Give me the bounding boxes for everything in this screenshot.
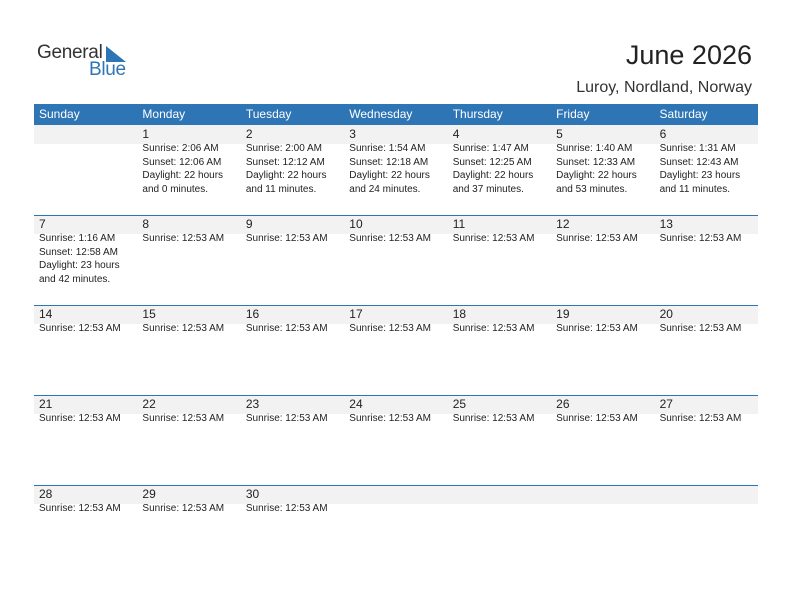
day-number: 11 [452,217,466,231]
day-info-line: Sunrise: 12:53 AM [452,233,535,244]
logo [37,42,137,82]
day-number: 26 [556,397,570,411]
day-number: 12 [556,217,570,231]
day-number: 4 [452,127,460,141]
day-info-line: Daylight: 22 hours [142,170,224,181]
day-number: 2 [245,127,253,141]
day-info-line: Daylight: 22 hours [556,170,637,181]
day-info-line: Sunrise: 12:53 AM [452,413,535,424]
day-cell [551,215,654,305]
day-info-line: Sunrise: 12:53 AM [659,323,742,334]
day-info-line: Sunrise: 1:40 AM [556,143,633,154]
day-info-line: Sunrise: 12:53 AM [142,413,225,424]
day-info [246,322,344,336]
day-info-line: and 53 minutes. [556,183,628,195]
day-info-line: Sunset: 12:18 AM [349,156,429,168]
day-info [142,322,240,336]
calendar-week [34,215,758,305]
calendar-week [34,125,758,215]
calendar [34,104,758,575]
day-number: 1 [142,127,150,141]
day-info [349,322,447,336]
weekday-monday: Monday [142,107,186,121]
day-number: 28 [39,487,53,501]
calendar-week [34,305,758,395]
day-info-line: and 11 minutes. [245,183,317,195]
calendar-week [34,485,758,575]
calendar-week [34,395,758,485]
weekday-wednesday: Wednesday [349,107,413,121]
day-info-line: Sunrise: 12:53 AM [556,413,638,424]
day-info-line: Sunrise: 12:53 AM [39,413,121,424]
day-cell [551,305,654,395]
day-info-line: Daylight: 23 hours [39,260,120,271]
day-info [39,322,137,336]
day-info [453,232,551,246]
day-info [453,142,551,196]
day-info-line: Sunrise: 12:53 AM [245,503,328,514]
day-number: 8 [142,217,150,231]
day-cell [344,305,447,395]
day-info-line: Daylight: 22 hours [452,170,534,181]
day-number: 19 [556,307,570,321]
day-cell [448,215,551,305]
day-info [556,232,654,246]
day-info-line: Daylight: 23 hours [659,170,741,181]
day-cell [344,215,447,305]
day-cell [137,305,240,395]
day-number: 9 [245,217,253,231]
day-cell [137,485,240,575]
day-info [349,232,447,246]
day-info-line: Sunrise: 1:16 AM [39,233,116,244]
day-info [453,322,551,336]
day-cell [137,395,240,485]
day-info [246,412,344,426]
day-info [39,412,137,426]
day-info [660,232,758,246]
day-info-line: Sunset: 12:58 AM [39,246,118,258]
day-info-line: Sunrise: 12:53 AM [39,323,121,334]
day-info-line: Sunset: 12:33 AM [556,156,636,168]
day-number: 21 [39,397,53,411]
day-number: 15 [142,307,156,321]
day-info-line: Sunrise: 12:53 AM [245,233,328,244]
day-info [39,502,137,516]
day-info [453,412,551,426]
day-cell [137,215,240,305]
day-cell [34,215,137,305]
day-info-line: Sunset: 12:06 AM [142,156,222,168]
day-info-line: Daylight: 22 hours [349,170,430,181]
weekday-tuesday: Tuesday [245,107,292,121]
day-number: 17 [349,307,363,321]
day-number: 7 [39,217,46,231]
weekday-header [34,104,758,125]
day-info-line: Sunrise: 12:53 AM [349,413,431,424]
day-cell [241,485,344,575]
day-info [660,142,758,196]
day-info [39,232,137,286]
day-cell [344,395,447,485]
day-number: 6 [659,127,667,141]
day-info [246,142,344,196]
day-info-line: Sunrise: 12:53 AM [349,323,431,334]
day-cell [655,215,758,305]
day-number: 24 [349,397,363,411]
day-info [142,412,240,426]
day-info-line: and 0 minutes. [142,183,209,195]
day-info [660,322,758,336]
day-number: 16 [245,307,260,321]
day-cell [34,395,137,485]
day-info [142,232,240,246]
day-number: 30 [245,487,260,501]
day-number: 27 [659,397,673,411]
day-info-line: Sunrise: 12:53 AM [556,233,638,244]
day-info-line: Sunset: 12:12 AM [245,156,325,168]
day-cell [655,305,758,395]
day-info-line: and 24 minutes. [349,183,421,195]
day-cell [241,395,344,485]
day-info [349,142,447,196]
day-info [142,502,240,516]
day-cell [655,395,758,485]
day-info [660,412,758,426]
day-cell [551,395,654,485]
day-info-line: Sunrise: 12:53 AM [142,503,225,514]
day-info-line: Sunset: 12:43 AM [659,156,739,168]
day-info-line: Sunrise: 12:53 AM [556,323,638,334]
day-cell [448,395,551,485]
day-cell [34,305,137,395]
day-info [556,322,654,336]
day-number: 5 [556,127,563,141]
day-info [556,412,654,426]
day-info [349,412,447,426]
day-info-line: Sunrise: 12:53 AM [39,503,121,514]
day-info-line: Sunrise: 12:53 AM [245,323,328,334]
day-info [556,142,654,196]
day-info-line: Sunrise: 1:47 AM [452,143,529,154]
day-info-line: Sunrise: 12:53 AM [142,233,225,244]
day-info-line: Sunrise: 12:53 AM [349,233,431,244]
logo-blue-text: Blue [89,59,126,80]
day-cell [241,215,344,305]
day-info-line: and 11 minutes. [659,183,730,195]
day-info-line: Sunset: 12:25 AM [452,156,532,168]
day-info [246,232,344,246]
day-info-line: Sunrise: 1:31 AM [659,143,736,154]
day-info [246,502,344,516]
weekday-friday: Friday [556,107,590,121]
location-subtitle: Luroy, Nordland, Norway [576,79,752,96]
day-number: 20 [659,307,673,321]
day-info-line: Sunrise: 1:54 AM [349,143,426,154]
day-info-line: Sunrise: 12:53 AM [659,413,742,424]
day-number: 10 [349,217,363,231]
day-cell [448,305,551,395]
weekday-saturday: Saturday [659,107,708,121]
day-number: 23 [245,397,260,411]
day-cell [551,125,654,215]
day-number: 14 [39,307,53,321]
day-cell [448,125,551,215]
weekday-sunday: Sunday [39,107,80,121]
day-number: 18 [452,307,467,321]
day-cell [34,485,137,575]
day-number: 29 [142,487,156,501]
day-cell [241,305,344,395]
day-cell [344,125,447,215]
day-info-line: Sunrise: 12:53 AM [452,323,535,334]
day-info [142,142,240,196]
page-title: June 2026 [625,40,752,70]
day-number: 25 [452,397,467,411]
day-cell [137,125,240,215]
day-info-line: Sunrise: 2:00 AM [245,143,322,154]
weekday-thursday: Thursday [452,107,503,121]
day-info-line: Sunrise: 12:53 AM [659,233,742,244]
day-info-line: Sunrise: 2:06 AM [142,143,219,154]
day-number: 13 [659,217,673,231]
day-info-line: and 37 minutes. [452,183,524,195]
day-number: 22 [142,397,156,411]
day-cell [241,125,344,215]
day-cell [655,125,758,215]
day-number: 3 [349,127,356,141]
day-info-line: Sunrise: 12:53 AM [245,413,328,424]
day-info-line: Daylight: 22 hours [245,170,327,181]
calendar-weeks [34,125,758,575]
day-info-line: Sunrise: 12:53 AM [142,323,225,334]
day-info-line: and 42 minutes. [39,273,111,285]
logo-general-text: General [37,42,103,63]
